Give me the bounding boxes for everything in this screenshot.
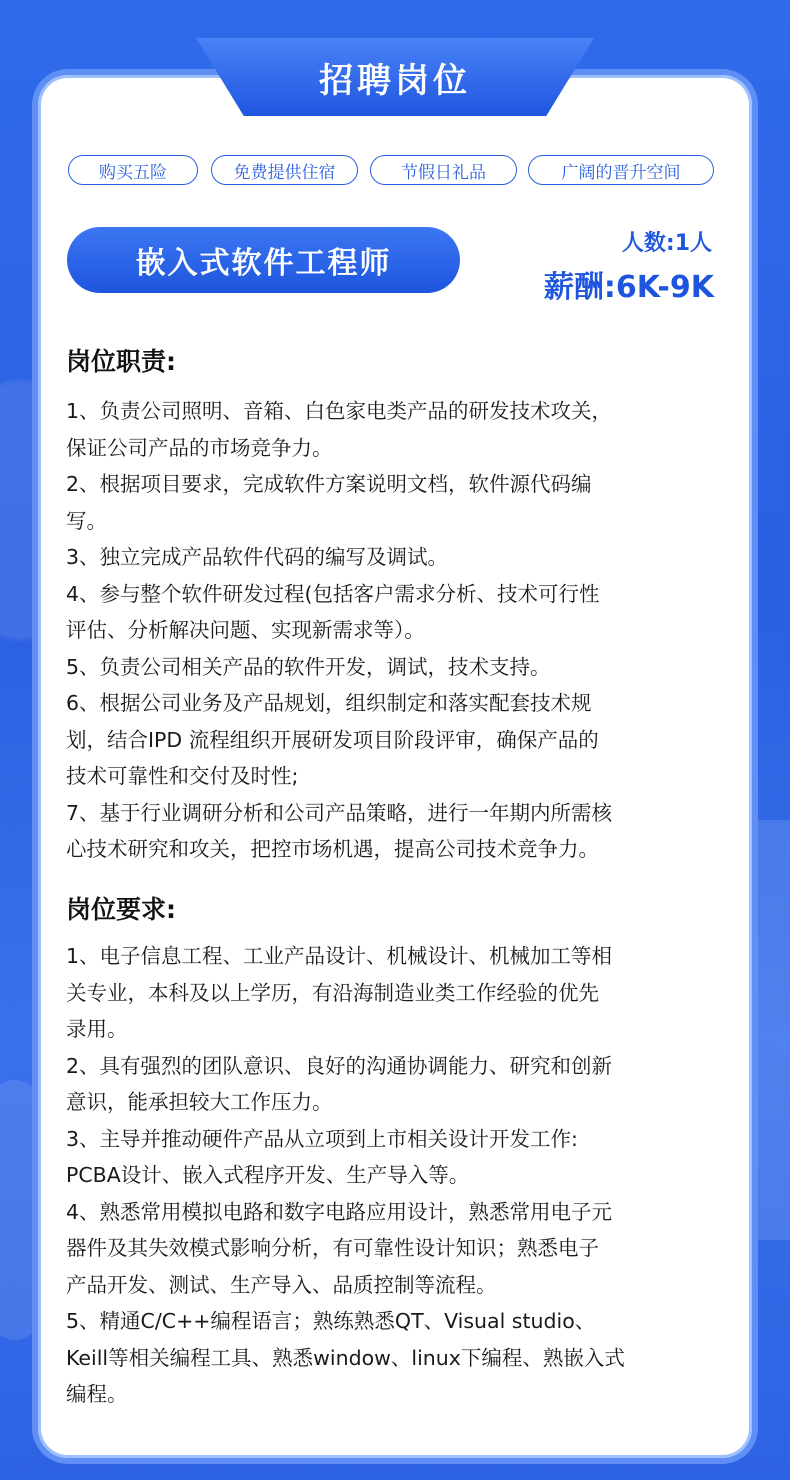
job-title: 嵌入式软件工程师 xyxy=(67,227,460,293)
list-line: 2、根据项目要求，完成软件方案说明文档，软件源代码编 xyxy=(66,472,592,496)
headcount: 人数:1人 xyxy=(621,231,712,256)
list-line: 心技术研究和攻关，把控市场机遇，提高公司技术竞争力。 xyxy=(66,837,599,861)
list-line: 意识，能承担较大工作压力。 xyxy=(66,1090,333,1114)
list-line: 4、参与整个软件研发过程(包括客户需求分析、技术可行性 xyxy=(66,581,600,606)
duties-heading: 岗位职责: xyxy=(66,347,176,376)
list-line: 1、负责公司照明、音箱、白色家电类产品的研发技术攻关， xyxy=(66,399,613,423)
list-line: 写。 xyxy=(66,508,107,533)
list-line: 产品开发、测试、生产导入、品质控制等流程。 xyxy=(66,1272,497,1297)
list-line: 技术可靠性和交付及时性; xyxy=(66,764,299,788)
salary: 薪酬:6K-9K xyxy=(543,270,714,305)
list-line: 5、负责公司相关产品的软件开发，调试，技术支持。 xyxy=(66,654,551,679)
benefit-tag: 广阔的晋升空间 xyxy=(528,155,714,185)
list-line: 5、精通C/C++编程语言；熟练熟悉QT、Visual studio、 xyxy=(66,1309,596,1333)
list-line: 3、独立完成产品软件代码的编写及调试。 xyxy=(66,545,449,569)
list-line: 3、主导并推动硬件产品从立项到上市相关设计开发工作: xyxy=(66,1126,578,1151)
benefit-tag: 免费提供住宿 xyxy=(211,155,358,185)
benefit-tag: 节假日礼品 xyxy=(370,155,517,185)
page-title: 招聘岗位 xyxy=(319,60,471,101)
benefit-tags xyxy=(68,155,722,189)
list-line: 2、具有强烈的团队意识、良好的沟通协调能力、研究和创新 xyxy=(66,1053,613,1078)
list-line: 关专业，本科及以上学历，有沿海制造业类工作经验的优先 xyxy=(66,980,599,1005)
benefit-tag: 购买五险 xyxy=(68,155,198,185)
list-line: 划，结合IPD 流程组织开展研发项目阶段评审，确保产品的 xyxy=(66,727,599,752)
header-banner xyxy=(196,38,594,118)
requirements-heading: 岗位要求: xyxy=(66,895,176,924)
list-line: 保证公司产品的市场竞争力。 xyxy=(66,435,333,460)
requirements-list xyxy=(66,938,726,1413)
list-line: 1、电子信息工程、工业产品设计、机械设计、机械加工等相 xyxy=(66,944,613,968)
list-line: 6、根据公司业务及产品规划，组织制定和落实配套技术规 xyxy=(66,691,592,715)
list-line: 7、基于行业调研分析和公司产品策略，进行一年期内所需核 xyxy=(66,800,613,825)
list-line: 4、熟悉常用模拟电路和数字电路应用设计，熟悉常用电子元 xyxy=(66,1199,613,1224)
list-line: PCBA设计、嵌入式程序开发、生产导入等。 xyxy=(66,1163,470,1187)
list-line: 编程。 xyxy=(66,1382,128,1406)
list-line: Keill等相关编程工具、熟悉window、linux下编程、熟嵌入式 xyxy=(66,1345,625,1370)
duties-list xyxy=(66,393,726,868)
list-line: 器件及其失效模式影响分析，有可靠性设计知识；熟悉电子 xyxy=(66,1236,599,1260)
list-line: 录用。 xyxy=(66,1017,128,1041)
list-line: 评估、分析解决问题、实现新需求等）。 xyxy=(66,618,425,642)
